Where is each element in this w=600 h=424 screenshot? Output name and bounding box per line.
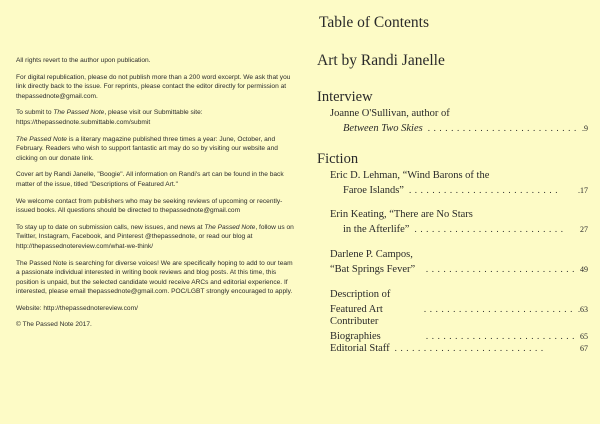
toc-entry-featured-art[interactable]: Description of Featured Art .......................... .63 xyxy=(330,289,588,315)
cover-art-note: Cover art by Randi Janelle, "Boogie". All information on Randi's art can be found in the back matter of the issue, titled "Descriptions of Featured Art." xyxy=(16,171,284,188)
art-heading: Art by Randi Janelle xyxy=(317,52,445,69)
entry-page: .17 xyxy=(578,186,588,195)
entry-title: Darlene P. Campos, “Bat Springs Fever” xyxy=(330,249,416,275)
entry-title: Editorial Staff xyxy=(330,343,390,354)
publishers-note: We welcome contact from publishers who may be seeking reviews of upcoming or recently-issued books. All questions should be directed to thepassednote@gmail.com xyxy=(16,197,283,215)
toc-entry-biographies[interactable]: Contributer Biographies .......................... 65 xyxy=(330,316,588,342)
rights-note: All rights revert to the author upon publication. xyxy=(16,57,151,64)
table-of-contents xyxy=(317,0,600,424)
toc-entry-editorial-staff[interactable]: Editorial Staff .......................... 67 xyxy=(330,343,588,354)
entry-page: 27 xyxy=(580,225,588,234)
toc-entry-fiction-3[interactable]: Darlene P. Campos, “Bat Springs Fever” .......................... 49 xyxy=(330,249,588,275)
entry-page: 67 xyxy=(580,344,588,353)
interview-heading: Interview xyxy=(317,89,373,105)
entry-title: Faroe Islands” xyxy=(343,185,404,196)
entry-title: Contributer Biographies xyxy=(330,316,381,342)
toc-entry-fiction-2[interactable]: Erin Keating, “There are No Stars in the Afterlife” .......................... 27 xyxy=(330,209,588,235)
entry-title: Between Two Skies xyxy=(343,123,423,134)
toc-entry-interview[interactable]: Joanne O'Sullivan, author of Between Two Skies .......................... .9 xyxy=(330,108,588,134)
republication-note: For digital republication, please do not publish more than a 200 word excerpt. We ask that you link directly back to the issue. For reprints, please contact the editor directly for permission at thepassednote@gmail.com. xyxy=(16,73,291,100)
fiction-heading: Fiction xyxy=(317,151,359,167)
entry-page: 65 xyxy=(580,332,588,341)
social-note: To stay up to date on submission calls, new issues, and news at The Passed Note, follow us on Twitter, Instagram, Facebook, and Pinterest @thepassednote, or read our blog at http://thepassednotereview.com/what-we-think/ xyxy=(16,223,294,250)
entry-title: in the Afterlife” xyxy=(343,224,410,235)
submission-note: To submit to The Passed Note, please visit our Submittable site: https://thepassednote.submittable.com/submit xyxy=(16,109,203,126)
entry-page: .9 xyxy=(582,124,588,133)
colophon xyxy=(16,56,298,337)
entry-line: Eric D. Lehman, “Wind Barons of the xyxy=(330,170,490,181)
entry-title: Description of Featured Art xyxy=(330,289,391,315)
about-note: The Passed Note is a literary magazine published three times a year: June, October, and February. Readers who wish to support fantastic art may do so by visiting our website and clicking on our donate link. xyxy=(16,135,278,162)
toc-title: Table of Contents xyxy=(319,14,429,31)
entry-page: 49 xyxy=(580,265,588,274)
entry-page: .63 xyxy=(578,305,588,314)
entry-line: Erin Keating, “There are No Stars xyxy=(330,209,473,220)
diverse-voices-note: The Passed Note is searching for diverse voices! We are specifically hoping to add to our team a passionate individual interested in writing book reviews and blog posts. At this time, this position is unpaid, but the selected candidate would receive ARCs and editorial experience. If interested, please email thepassednote@gmail.com. POC/LGBT strongly encouraged to apply. xyxy=(16,259,293,296)
entry-line: Joanne O'Sullivan, author of xyxy=(330,108,450,119)
copyright-note: © The Passed Note 2017. xyxy=(16,321,92,329)
website-note: Website: http://thepassednotereview.com/ xyxy=(16,304,138,312)
toc-entry-fiction-1[interactable]: Eric D. Lehman, “Wind Barons of the Faroe Islands” .......................... .17 xyxy=(330,170,588,196)
